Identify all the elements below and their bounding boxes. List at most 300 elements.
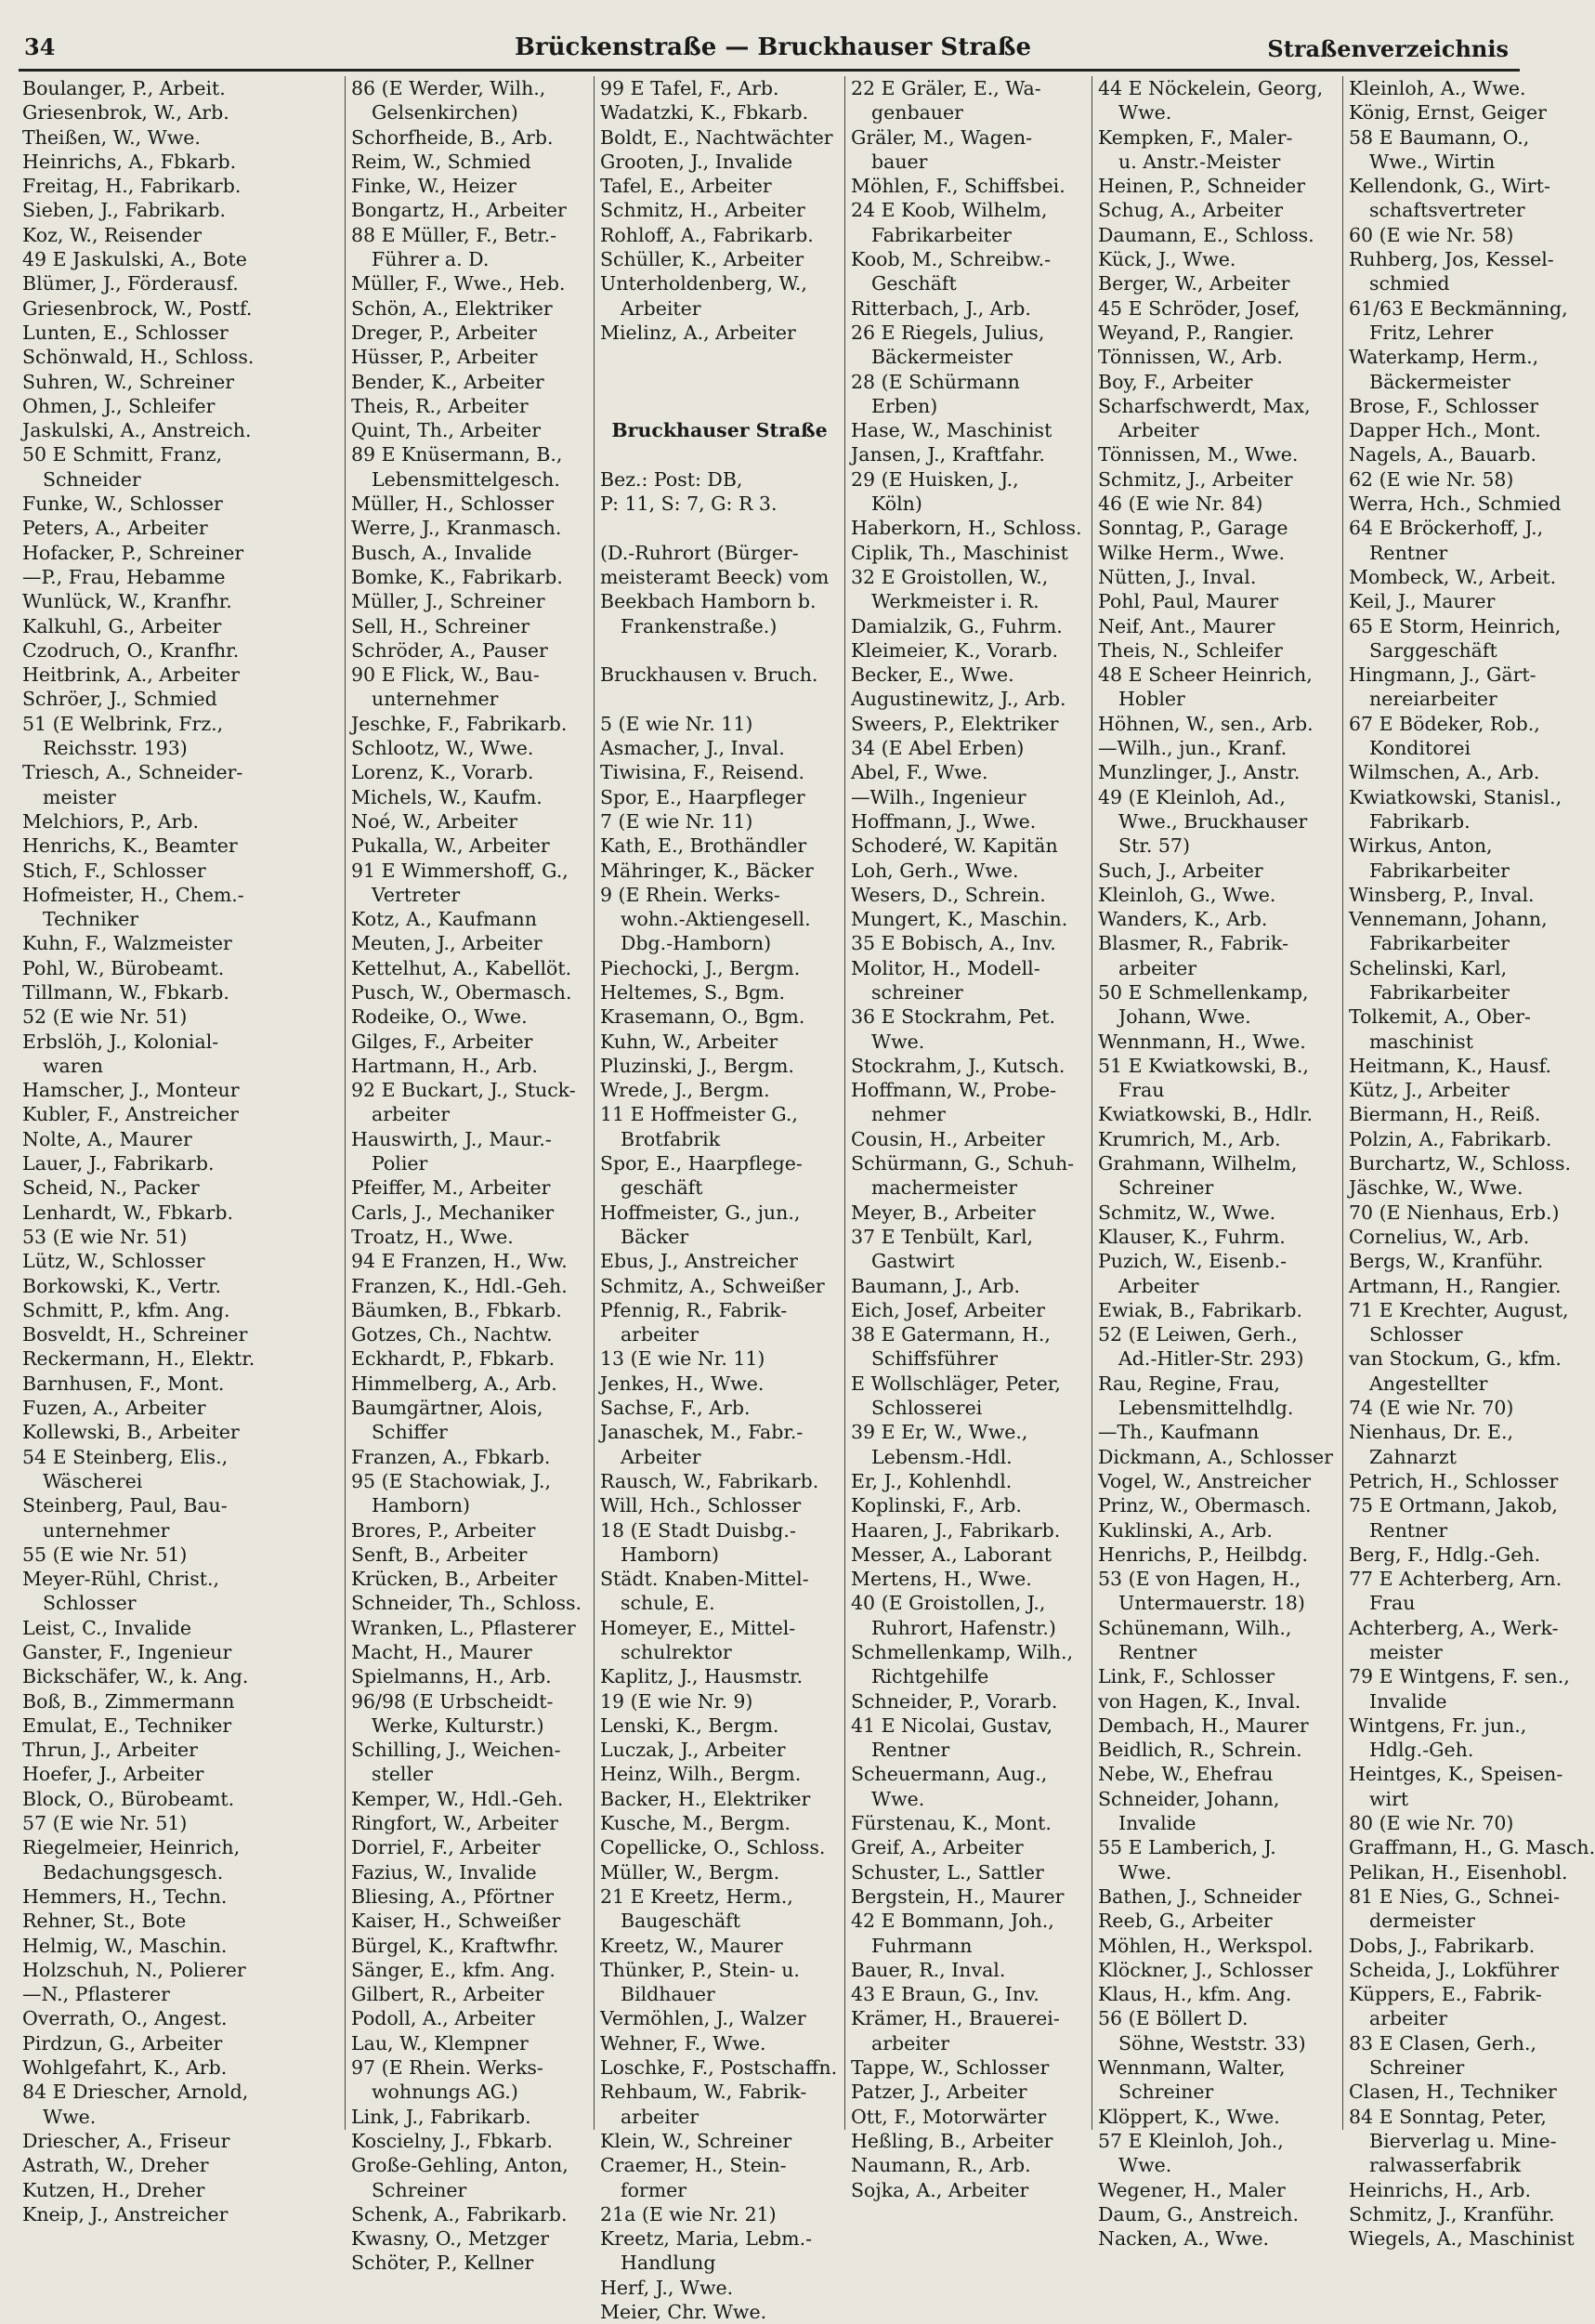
directory-entry: Ohmen, J., Schleifer (22, 394, 216, 417)
directory-entry: Jeschke, F., Fabrikarb. (351, 712, 568, 735)
column-2 (346, 76, 595, 2275)
directory-entry: Fazius, W., Invalide (351, 1860, 537, 1884)
directory-entry: Schön, A., Elektriker (351, 296, 553, 320)
directory-entry: Blümer, J., Förderausf. (22, 272, 239, 295)
directory-entry: 56 (E Böllert D. (1098, 2007, 1249, 2030)
directory-entry: —P., Frau, Hebamme (22, 565, 226, 588)
directory-entry: Bedachungsgesch. (43, 1860, 224, 1884)
directory-entry: Invalide (1369, 1689, 1447, 1713)
directory-entry: Vertreter (372, 883, 461, 906)
directory-entry: Schilling, J., Weichen- (351, 1739, 561, 1762)
directory-entry: 39 E Er, W., Wwe., (851, 1421, 1028, 1444)
directory-entry: Fabrikarbeiter (1369, 980, 1510, 1004)
directory-entry: Fürstenau, K., Mont. (851, 1812, 1052, 1835)
directory-entry: Müller, F., Wwe., Heb. (351, 272, 566, 295)
directory-entry: Werke, Kulturstr.) (372, 1713, 544, 1737)
directory-entry: Burchartz, W., Schloss. (1349, 1152, 1572, 1175)
directory-entry: Winsberg, P., Inval. (1349, 883, 1535, 906)
directory-entry: Koscielny, J., Fbkarb. (351, 2129, 554, 2152)
directory-entry: Nacken, A., Wwe. (1098, 2227, 1270, 2251)
directory-entry: 51 (E Welbrink, Frz., (22, 712, 224, 735)
directory-entry: 74 (E wie Nr. 70) (1349, 1397, 1514, 1420)
directory-entry: Jansen, J., Kraftfahr. (851, 443, 1045, 466)
directory-entry: schulrektor (621, 1641, 732, 1663)
directory-entry: Dreger, P., Arbeiter (351, 321, 537, 344)
directory-entry: Wwe. (871, 1787, 925, 1810)
directory-entry: Kaplitz, J., Hausmstr. (600, 1665, 804, 1688)
directory-entry: 62 (E wie Nr. 58) (1349, 467, 1514, 491)
directory-entry: Kleinloh, G., Wwe. (1098, 883, 1276, 906)
directory-entry: Schmitz, J., Kranführ. (1349, 2202, 1555, 2226)
directory-entry: Wwe. (43, 2105, 97, 2128)
directory-entry: Munzlinger, J., Anstr. (1098, 761, 1301, 784)
directory-entry: Borkowski, K., Vertr. (22, 1274, 222, 1297)
directory-entry: 28 (E Schürmann (851, 370, 1020, 393)
directory-entry: 92 E Buckart, J., Stuck- (351, 1079, 576, 1102)
directory-entry: Wwe. (871, 1030, 925, 1053)
directory-entry: Damialzik, G., Fuhrm. (851, 614, 1063, 637)
directory-entry: Schmitz, J., Arbeiter (1098, 467, 1293, 491)
directory-entry: E Wollschläger, Peter, (851, 1372, 1061, 1395)
directory-entry: Bergs, W., Kranführ. (1349, 1250, 1544, 1273)
directory-entry: Dapper Hch., Mont. (1349, 419, 1541, 442)
directory-entry: Unterholdenberg, W., (600, 272, 807, 295)
directory-entry: 57 (E wie Nr. 51) (22, 1812, 188, 1835)
directory-entry: Hoffmeister, G., jun., (600, 1201, 801, 1224)
directory-entry: Kütz, J., Arbeiter (1349, 1079, 1510, 1102)
directory-entry: Schneider, Th., Schloss. (351, 1592, 582, 1615)
directory-entry: Konditorei (1369, 737, 1471, 760)
directory-entry: Grooten, J., Invalide (600, 150, 793, 173)
directory-entry: Franzen, A., Fbkarb. (351, 1445, 551, 1468)
directory-entry: Klöppert, K., Wwe. (1098, 2105, 1280, 2128)
directory-entry: Kath, E., Brothändler (600, 834, 807, 858)
directory-entry: Kotz, A., Kaufmann (351, 908, 537, 931)
directory-entry: Patzer, J., Arbeiter (851, 2081, 1027, 2104)
directory-entry: Petrich, H., Schlosser (1349, 1469, 1559, 1492)
directory-entry: Arbeiter (621, 1445, 701, 1468)
directory-entry: Scheida, J., Lokführer (1349, 1958, 1560, 1981)
directory-entry: Michels, W., Kaufm. (351, 785, 543, 808)
directory-entry (600, 516, 839, 540)
directory-entry: 41 E Nicolai, Gustav, (851, 1713, 1052, 1737)
directory-entry: Fritz, Lehrer (1369, 321, 1494, 344)
directory-entry: Bierverlag u. Mine- (1369, 2129, 1557, 2152)
directory-entry: Kusche, M., Bergm. (600, 1812, 791, 1835)
directory-entry: Gilges, F., Arbeiter (351, 1030, 533, 1053)
directory-entry: Stich, F., Schlosser (22, 859, 206, 882)
directory-entry: 60 (E wie Nr. 58) (1349, 223, 1514, 246)
directory-entry: Kleinloh, A., Wwe. (1349, 77, 1526, 99)
directory-entry: Rau, Regine, Frau, (1098, 1372, 1280, 1395)
directory-entry: Meyer, B., Arbeiter (851, 1201, 1036, 1224)
directory-entry: Gräler, M., Wagen- (851, 125, 1033, 149)
directory-entry: Schneider (43, 467, 141, 491)
directory-entry: Wiegels, A., Maschinist (1349, 2227, 1575, 2251)
directory-entry: Klöckner, J., Schlosser (1098, 1958, 1313, 1981)
directory-entry: 84 E Sonntag, Peter, (1349, 2105, 1547, 2128)
directory-entry: Bliesing, A., Pförtner (351, 1884, 554, 1908)
directory-entry: 7 (E wie Nr. 11) (600, 809, 753, 833)
directory-entry: Waterkamp, Herm., (1349, 346, 1539, 369)
page-title: Brückenstraße — Bruckhauser Straße (514, 33, 1032, 61)
directory-entry: Grahmann, Wilhelm, (1098, 1152, 1298, 1175)
directory-entry: Ciplik, Th., Maschinist (851, 541, 1068, 564)
directory-entry: Kwiatkowski, B., Hdlr. (1098, 1103, 1313, 1126)
directory-entry: Keil, J., Maurer (1349, 590, 1496, 613)
directory-entry: Lorenz, K., Vorarb. (351, 761, 534, 784)
directory-entry: Graffmann, H., G. Masch. (1349, 1836, 1595, 1859)
directory-entry: Schreiner (372, 2178, 467, 2201)
directory-entry: Erben) (871, 394, 938, 417)
directory-entry: Arbeiter (621, 296, 701, 320)
directory-entry (600, 638, 839, 663)
directory-entry: wohnungs AG.) (372, 2081, 518, 2104)
column-6 (1343, 76, 1595, 2251)
directory-entry: 50 E Schmellenkamp, (1098, 980, 1309, 1004)
directory-entry: Hamborn) (372, 1494, 471, 1517)
directory-entry: Dembach, H., Maurer (1098, 1713, 1309, 1737)
directory-entry: Luczak, J., Arbeiter (600, 1739, 786, 1762)
directory-entry: Sojka, A., Arbeiter (851, 2178, 1029, 2201)
directory-entry: 38 E Gatermann, H., (851, 1323, 1051, 1346)
directory-entry: Steinberg, Paul, Bau- (22, 1494, 228, 1517)
directory-entry: Eich, Josef, Arbeiter (851, 1298, 1045, 1321)
directory-entry: machermeister (871, 1176, 1018, 1200)
directory-entry: Holzschuh, N., Polierer (22, 1958, 246, 1981)
directory-entry (600, 442, 839, 466)
directory-entry: Brose, F., Schlosser (1349, 394, 1539, 417)
directory-entry: Müller, H., Schlosser (351, 492, 555, 516)
directory-entry: Clasen, H., Techniker (1349, 2081, 1557, 2104)
directory-entry: 94 E Franzen, H., Ww. (351, 1250, 568, 1273)
directory-entry: Wegener, H., Maler (1098, 2178, 1286, 2201)
directory-entry: Hamscher, J., Monteur (22, 1079, 240, 1102)
directory-entry: von Hagen, K., Inval. (1098, 1689, 1301, 1713)
directory-entry: 21a (E wie Nr. 21) (600, 2202, 777, 2226)
directory-entry: Schürmann, G., Schuh- (851, 1152, 1075, 1175)
directory-entry: Führer a. D. (372, 248, 490, 271)
header-rule (19, 69, 1520, 72)
directory-entry: Janaschek, M., Fabr.- (600, 1421, 804, 1444)
directory-entry: Heinz, Wilh., Bergm. (600, 1763, 802, 1786)
directory-entry: Schüller, K., Arbeiter (600, 248, 804, 271)
directory-entry: Techniker (43, 908, 139, 931)
directory-entry: Pohl, Paul, Maurer (1098, 590, 1279, 613)
directory-entry: Gastwirt (871, 1250, 955, 1273)
directory-entry: Rodeike, O., Wwe. (351, 1005, 528, 1029)
directory-entry: Rehbaum, W., Fabrik- (600, 2081, 807, 2104)
directory-entry: Griesenbrok, W., Arb. (22, 101, 229, 125)
directory-entry: Bäcker (621, 1225, 689, 1248)
directory-entry: 77 E Achterberg, Arn. (1349, 1568, 1562, 1591)
directory-entry: Suhren, W., Schreiner (22, 370, 235, 393)
directory-entry: Will, Hch., Schlosser (600, 1494, 802, 1517)
directory-entry: Lunten, E., Schlosser (22, 321, 229, 344)
directory-entry: Küppers, E., Fabrik- (1349, 1983, 1542, 2006)
directory-entry: Ott, F., Motorwärter (851, 2105, 1047, 2128)
directory-entry: 91 E Wimmershoff, G., (351, 859, 569, 882)
directory-entry: Fuhrmann (871, 1934, 973, 1957)
directory-entry: Kleimeier, K., Vorarb. (851, 638, 1058, 662)
directory-entry: Hofacker, P., Schreiner (22, 541, 244, 564)
column-3 (595, 76, 845, 2324)
page-number: 34 (24, 33, 56, 60)
directory-entry: 95 (E Stachowiak, J., (351, 1469, 552, 1492)
directory-entry: 49 E Jaskulski, A., Bote (22, 248, 247, 271)
directory-entry: Wwe. (1118, 2154, 1172, 2177)
directory-entry: Molitor, H., Modell- (851, 956, 1040, 979)
directory-entry: Schmitz, H., Arbeiter (600, 199, 805, 222)
directory-entry: Henrichs, K., Beamter (22, 834, 238, 858)
directory-entry: Hase, W., Maschinist (851, 419, 1052, 442)
directory-entry: —Wilh., Ingenieur (851, 785, 1026, 808)
directory-entry: Spor, E., Haarpfleger (600, 785, 805, 808)
directory-entry: Schröer, J., Schmied (22, 688, 217, 711)
directory-entry: 55 (E wie Nr. 51) (22, 1543, 188, 1566)
directory-entry: 35 E Bobisch, A., Inv. (851, 932, 1056, 955)
directory-entry: Schoderé, W. Kapitän (851, 834, 1058, 858)
directory-entry: 40 (E Groistollen, J., (851, 1592, 1046, 1615)
directory-entry: Wanders, K., Arb. (1098, 908, 1268, 931)
directory-entry: Heitbrink, A., Arbeiter (22, 663, 240, 687)
directory-entry: Wohlgefahrt, K., Arb. (22, 2056, 228, 2080)
directory-entry: Wilmschen, A., Arb. (1349, 761, 1540, 784)
directory-entry: (D.-Ruhrort (Bürger- (600, 541, 799, 564)
directory-entry: 86 (E Werder, Wilh., (351, 77, 546, 99)
directory-entry: 53 (E von Hagen, H., (1098, 1568, 1301, 1591)
directory-entry: Schug, A., Arbeiter (1098, 199, 1284, 222)
directory-entry: 89 E Knüsermann, B., (351, 443, 563, 466)
directory-entry: 71 E Krechter, August, (1349, 1298, 1569, 1321)
directory-entry: Ruhberg, Jos, Kessel- (1349, 248, 1554, 271)
directory-entry: Krämer, H., Brauerei- (851, 2007, 1060, 2030)
directory-entry: Kreetz, Maria, Lebm.- (600, 2227, 813, 2251)
directory-columns (17, 76, 1595, 2324)
directory-entry: Kempken, F., Maler- (1098, 125, 1293, 149)
directory-entry: —N., Pflasterer (22, 1983, 170, 2006)
directory-entry: 50 E Schmitt, Franz, (22, 443, 223, 466)
directory-entry: 83 E Clasen, Gerh., (1349, 2031, 1536, 2055)
directory-entry: Jäschke, W., Wwe. (1349, 1176, 1523, 1200)
directory-entry: 49 (E Kleinloh, Ad., (1098, 785, 1286, 808)
directory-entry: 81 E Nies, G., Schnei- (1349, 1884, 1561, 1908)
directory-entry: Arbeiter (1118, 1274, 1199, 1297)
directory-entry: 26 E Riegels, Julius, (851, 321, 1045, 344)
directory-entry: Klauser, K., Fuhrm. (1098, 1225, 1286, 1248)
directory-entry: Thrun, J., Arbeiter (22, 1739, 198, 1762)
directory-entry: Emulat, E., Techniker (22, 1713, 232, 1737)
directory-entry: 97 (E Rhein. Werks- (351, 2056, 543, 2080)
directory-entry: Rentner (871, 1739, 950, 1762)
directory-entry: —Th., Kaufmann (1098, 1421, 1260, 1444)
directory-entry: König, Ernst, Geiger (1349, 101, 1547, 125)
directory-entry: 70 (E Nienhaus, Erb.) (1349, 1201, 1560, 1224)
directory-entry: Czodruch, O., Kranfhr. (22, 638, 240, 662)
directory-entry: Tönnissen, M., Wwe. (1098, 443, 1299, 466)
directory-entry: Bathen, J., Schneider (1098, 1884, 1301, 1908)
directory-entry: Riegelmeier, Heinrich, (22, 1836, 241, 1859)
directory-entry: wirt (1369, 1787, 1409, 1810)
directory-entry: Wennmann, H., Wwe. (1098, 1030, 1306, 1053)
directory-entry: Driescher, A., Friseur (22, 2129, 230, 2152)
directory-entry: Schreiner (1369, 2056, 1465, 2080)
directory-entry (600, 370, 839, 394)
directory-entry: u. Anstr.-Meister (1118, 150, 1281, 173)
directory-entry: ralwasserfabrik (1369, 2154, 1522, 2177)
directory-entry: Schmitz, A., Schweißer (600, 1274, 825, 1297)
directory-entry: Hauswirth, J., Maur.- (351, 1127, 552, 1150)
directory-entry: Rausch, W., Fabrikarb. (600, 1469, 819, 1492)
directory-entry: Reichsstr. 193) (43, 737, 188, 760)
directory-entry: Jenkes, H., Wwe. (600, 1372, 765, 1395)
directory-entry: 29 (E Huisken, J., (851, 467, 1019, 491)
directory-entry: unternehmer (43, 1518, 170, 1542)
directory-entry: Meuten, J., Arbeiter (351, 932, 543, 955)
directory-entry: Fabrikarbeiter (871, 223, 1012, 246)
directory-entry: Klaus, H., kfm. Ang. (1098, 1983, 1292, 2006)
directory-entry: Theis, R., Arbeiter (351, 394, 529, 417)
directory-entry: Reim, W., Schmied (351, 150, 531, 173)
directory-entry: Kemper, W., Hdl.-Geh. (351, 1787, 564, 1810)
directory-entry: Cousin, H., Arbeiter (851, 1127, 1045, 1150)
directory-entry: 57 E Kleinloh, Joh., (1098, 2129, 1284, 2152)
directory-entry: Overrath, O., Angest. (22, 2007, 228, 2030)
directory-entry: Ruhrort, Hafenstr.) (871, 1616, 1056, 1639)
directory-entry: Städt. Knaben-Mittel- (600, 1568, 809, 1591)
directory-entry: Berg, F., Hdlg.-Geh. (1349, 1543, 1541, 1566)
directory-entry: Krasemann, O., Bgm. (600, 1005, 805, 1029)
directory-entry: Müller, W., Bergm. (600, 1860, 780, 1884)
directory-entry: 52 (E Leiwen, Gerh., (1098, 1323, 1298, 1346)
directory-entry: Polzin, A., Fabrikarb. (1349, 1127, 1552, 1150)
directory-entry: Scheuermann, Aug., (851, 1763, 1048, 1786)
directory-entry: Herf, J., Wwe. (600, 2276, 734, 2299)
directory-entry: 84 E Driescher, Arnold, (22, 2081, 249, 2104)
directory-entry: Kuhn, W., Arbeiter (600, 1030, 778, 1053)
directory-entry: Wadatzki, K., Fbkarb. (600, 101, 809, 125)
directory-entry: Sarggeschäft (1369, 638, 1497, 662)
directory-entry: Wirkus, Anton, (1349, 834, 1493, 858)
directory-entry: Gelsenkirchen) (372, 101, 518, 125)
directory-entry: Heltemes, S., Bgm. (600, 980, 786, 1004)
directory-entry: Werre, J., Kranmasch. (351, 517, 562, 540)
directory-entry: Schiffer (372, 1421, 448, 1444)
directory-entry: Heintges, K., Speisen- (1349, 1763, 1563, 1786)
directory-entry: Scheid, N., Packer (22, 1176, 200, 1200)
directory-entry: Boß, B., Zimmermann (22, 1689, 235, 1713)
directory-entry: Eckhardt, P., Fbkarb. (351, 1347, 556, 1371)
directory-entry: Wilke Herm., Wwe. (1098, 541, 1285, 564)
directory-entry: Schiffsführer (871, 1347, 999, 1371)
directory-entry: Puzich, W., Eisenb.- (1098, 1250, 1288, 1273)
directory-entry: Kuklinski, A., Arb. (1098, 1518, 1273, 1542)
directory-entry: Dickmann, A., Schlosser (1098, 1445, 1333, 1468)
directory-entry: Lenhardt, W., Fbkarb. (22, 1201, 234, 1224)
directory-entry: schule, E. (621, 1592, 715, 1615)
directory-entry: meister (1369, 1641, 1443, 1663)
directory-entry: Rentner (1369, 1518, 1448, 1542)
directory-entry: arbeiter (621, 2105, 699, 2128)
directory-entry: Reeb, G., Arbeiter (1098, 1910, 1273, 1933)
directory-entry: Hoffmann, W., Probe- (851, 1079, 1057, 1102)
directory-entry: Pelikan, H., Eisenhobl. (1349, 1860, 1568, 1884)
directory-entry: Heinrichs, H., Arb. (1349, 2178, 1532, 2201)
directory-entry: Große-Gehling, Anton, (351, 2154, 569, 2177)
directory-entry: schreiner (871, 980, 963, 1004)
directory-entry: Dobs, J., Fabrikarb. (1349, 1934, 1536, 1957)
directory-entry: Ewiak, B., Fabrikarb. (1098, 1298, 1302, 1321)
directory-entry: Johann, Wwe. (1118, 1005, 1251, 1029)
directory-entry: Haaren, J., Fabrikarb. (851, 1518, 1061, 1542)
directory-entry: Hobler (1118, 688, 1185, 711)
directory-entry: Hamborn) (621, 1543, 720, 1566)
directory-entry: Kaiser, H., Schweißer (351, 1910, 561, 1933)
directory-entry: Frau (1118, 1079, 1165, 1102)
directory-entry: nereiarbeiter (1369, 688, 1497, 711)
directory-entry: Wunlück, W., Kranfhr. (22, 590, 232, 613)
directory-entry: Bergstein, H., Maurer (851, 1884, 1065, 1908)
directory-entry: Werra, Hch., Schmied (1349, 492, 1562, 516)
directory-entry: Beidlich, R., Schrein. (1098, 1739, 1302, 1762)
directory-entry: van Stockum, G., kfm. (1349, 1347, 1562, 1371)
directory-entry: Mähringer, K., Bäcker (600, 859, 814, 882)
directory-entry: Loh, Gerh., Wwe. (851, 859, 1019, 882)
directory-entry: Sonntag, P., Garage (1098, 517, 1288, 540)
directory-entry: Vermöhlen, J., Walzer (600, 2007, 806, 2030)
directory-entry: Schönwald, H., Schloss. (22, 346, 255, 369)
directory-entry: Hoffmann, J., Wwe. (851, 809, 1037, 833)
directory-entry: steller (372, 1763, 433, 1786)
directory-entry: 32 E Groistollen, W., (851, 565, 1049, 588)
page-header (0, 33, 1546, 71)
directory-entry: Stockrahm, J., Kutsch. (851, 1054, 1066, 1077)
directory-entry: Baugeschäft (621, 1910, 740, 1933)
directory-entry: Heinen, P., Schneider (1098, 175, 1305, 198)
directory-entry: Invalide (1118, 1812, 1196, 1835)
directory-entry: Busch, A., Invalide (351, 541, 532, 564)
directory-entry: Scharfschwerdt, Max, (1098, 394, 1311, 417)
directory-entry: Nütten, J., Inval. (1098, 565, 1257, 588)
directory-entry: 42 E Bommann, Joh., (851, 1910, 1054, 1933)
directory-entry: Hofmeister, H., Chem.- (22, 883, 244, 906)
directory-entry: Piechocki, J., Bergm. (600, 956, 801, 979)
directory-entry: Pluzinski, J., Bergm. (600, 1054, 794, 1077)
directory-entry: Fabrikarbeiter (1369, 859, 1510, 882)
directory-entry: Rehner, St., Bote (22, 1910, 187, 1933)
directory-entry: Lebensmittelgesch. (372, 467, 560, 491)
directory-entry: Bauer, R., Inval. (851, 1958, 1006, 1981)
directory-entry: Köln) (871, 492, 922, 516)
directory-entry: Such, J., Arbeiter (1098, 859, 1263, 882)
directory-entry: nehmer (871, 1103, 946, 1126)
directory-entry: Artmann, H., Rangier. (1349, 1274, 1562, 1297)
directory-entry: unternehmer (372, 688, 499, 711)
directory-entry: Klein, W., Schreiner (600, 2129, 792, 2152)
directory-entry: Homeyer, E., Mittel- (600, 1616, 796, 1639)
directory-entry: Henrichs, P., Heilbdg. (1098, 1543, 1309, 1566)
directory-entry: Krumrich, M., Arb. (1098, 1127, 1281, 1150)
section-title: Straßenverzeichnis (1267, 35, 1509, 62)
directory-entry: Schmitz, W., Wwe. (1098, 1201, 1276, 1224)
directory-entry: 13 (E wie Nr. 11) (600, 1347, 765, 1371)
directory-entry: 24 E Koob, Wilhelm, (851, 199, 1048, 222)
directory-entry: Astrath, W., Dreher (22, 2154, 209, 2177)
directory-entry: maschinist (1369, 1030, 1473, 1053)
directory-entry: Freitag, H., Fabrikarb. (22, 175, 242, 198)
directory-entry: Gilbert, R., Arbeiter (351, 1983, 544, 2006)
directory-entry: 36 E Stockrahm, Pet. (851, 1005, 1056, 1029)
